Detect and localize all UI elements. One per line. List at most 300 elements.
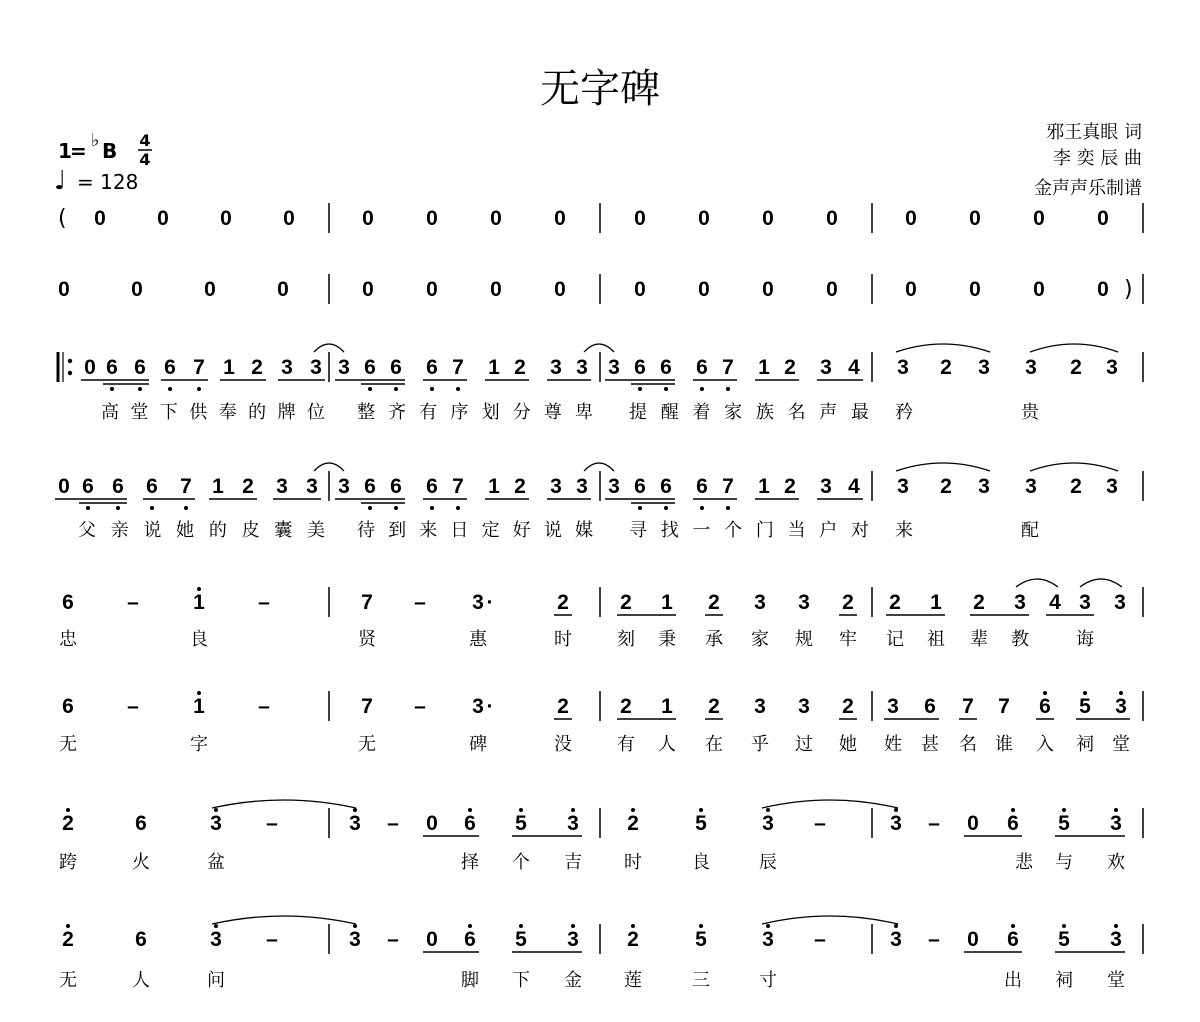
note: 6 xyxy=(696,475,708,498)
note: 6 xyxy=(135,812,147,835)
note: 6 xyxy=(1007,928,1019,951)
lyric-char: 分 xyxy=(512,402,531,423)
note: 6 xyxy=(62,591,74,614)
lyric-char: 祠 xyxy=(1055,970,1073,991)
note: 1 xyxy=(212,475,224,498)
repeat-sign xyxy=(58,352,72,382)
system-8 xyxy=(59,916,1143,991)
note: 2 xyxy=(62,812,74,835)
note: 6 xyxy=(660,475,672,498)
key-note: B xyxy=(102,139,118,163)
slur xyxy=(762,800,898,808)
note: 3 xyxy=(897,356,909,379)
lyric-char: 供 xyxy=(189,402,208,423)
note: 0 xyxy=(1097,278,1109,301)
lyric-char: 囊 xyxy=(274,520,293,541)
note: 3 xyxy=(338,475,350,498)
dash: – xyxy=(127,695,139,718)
composer-credit: 李 奕 辰 曲 xyxy=(1052,148,1142,169)
note: 2 xyxy=(620,591,632,614)
octave-dot xyxy=(214,808,218,812)
lyric-char: 家 xyxy=(751,629,769,650)
note: 2 xyxy=(940,356,952,379)
lyric-char: 字 xyxy=(190,734,208,755)
slur xyxy=(762,916,898,924)
note: 2 xyxy=(784,356,796,379)
note: 3 xyxy=(1025,475,1037,498)
quarter-note-icon: ♩ xyxy=(54,166,67,196)
note: 5 xyxy=(1058,812,1070,835)
lyric-char: 三 xyxy=(692,970,710,991)
note: 3 xyxy=(1106,475,1118,498)
lyric-char: 来 xyxy=(419,520,438,541)
note: 0 xyxy=(1033,207,1045,230)
dash: – xyxy=(814,812,826,835)
system-4 xyxy=(55,463,1143,541)
dash: – xyxy=(266,928,278,951)
lyric-char: 入 xyxy=(1036,734,1054,755)
note: 3 xyxy=(1110,812,1122,835)
lyric-char: 有 xyxy=(419,402,438,423)
note: 6 xyxy=(696,356,708,379)
lyric-char: 到 xyxy=(388,520,407,541)
close-paren: ) xyxy=(1124,277,1133,302)
note: 6 xyxy=(464,928,476,951)
note: 4 xyxy=(848,356,860,379)
note: 3 xyxy=(276,475,288,498)
lyric-char: 父 xyxy=(78,520,96,541)
note: 2 xyxy=(62,928,74,951)
note: 3 xyxy=(567,812,579,835)
note: 7 xyxy=(361,695,373,718)
note: 2 xyxy=(1070,475,1082,498)
note: 3 xyxy=(1025,356,1037,379)
note: 0 xyxy=(362,278,374,301)
lyric-char: 莲 xyxy=(624,970,642,991)
note: 3 xyxy=(550,356,562,379)
note: 3 xyxy=(472,695,484,718)
lyric-char: 当 xyxy=(787,520,806,541)
note: 3 xyxy=(897,475,909,498)
dash: – xyxy=(127,591,139,614)
note: 3 xyxy=(820,356,832,379)
note: 0 xyxy=(969,278,981,301)
slur xyxy=(212,800,356,808)
lyricist-credit: 邪王真眼 词 xyxy=(1046,122,1142,143)
lyric-char: 来 xyxy=(895,520,913,541)
note: 6 xyxy=(1007,812,1019,835)
note: 3 xyxy=(1079,591,1091,614)
octave-dot xyxy=(394,387,398,391)
note: 3 xyxy=(820,475,832,498)
octave-dot xyxy=(184,506,188,510)
lyric-char: 过 xyxy=(795,734,813,755)
lyric-char: 家 xyxy=(724,402,743,423)
note: 6 xyxy=(1039,695,1051,718)
note: 0 xyxy=(426,812,438,835)
note: 3 xyxy=(306,475,318,498)
lyric-char: 承 xyxy=(705,629,723,650)
lyric-char: 提 xyxy=(629,402,647,423)
lyric-char: 谁 xyxy=(995,734,1013,755)
system-6 xyxy=(59,691,1143,755)
octave-dot xyxy=(368,387,372,391)
octave-dot xyxy=(1043,691,1047,695)
lyric-char: 脚 xyxy=(461,970,479,991)
slur xyxy=(1016,579,1058,587)
lyric-char: 祖 xyxy=(927,629,945,650)
lyric-char: 皮 xyxy=(241,520,260,541)
lyric-char: 吉 xyxy=(564,852,582,873)
lyric-char: 规 xyxy=(795,629,813,650)
lyric-char: 寻 xyxy=(629,520,647,541)
lyric-char: 牌 xyxy=(277,402,296,423)
note: 2 xyxy=(842,591,854,614)
note: 0 xyxy=(490,207,502,230)
note: 3 xyxy=(608,475,620,498)
note: 6 xyxy=(146,475,158,498)
note: 0 xyxy=(762,207,774,230)
lyric-char: 乎 xyxy=(751,734,769,755)
lyric-char: 门 xyxy=(755,520,774,541)
octave-dot xyxy=(1062,808,1066,812)
note: 6 xyxy=(106,356,118,379)
note: 2 xyxy=(627,928,639,951)
octave-dot xyxy=(631,808,635,812)
lyric-char: 无 xyxy=(59,734,77,755)
note: 2 xyxy=(708,591,720,614)
octave-dot xyxy=(1114,924,1118,928)
note: 3 xyxy=(1106,356,1118,379)
lyric-char: 找 xyxy=(660,520,679,541)
note: 2 xyxy=(973,591,985,614)
note: 3 xyxy=(608,356,620,379)
note: 0 xyxy=(905,278,917,301)
octave-dot xyxy=(571,808,575,812)
system-5 xyxy=(59,579,1143,650)
note: 2 xyxy=(708,695,720,718)
lyric-char: 碑 xyxy=(469,734,487,755)
lyric-char: 金 xyxy=(564,970,582,991)
lyric-char: 与 xyxy=(1055,852,1073,873)
note: 2 xyxy=(940,475,952,498)
lyric-char: 一 xyxy=(692,520,711,541)
lyric-char: 良 xyxy=(692,852,710,873)
octave-dot xyxy=(394,506,398,510)
lyric-char: 甚 xyxy=(921,734,939,755)
note: 3 xyxy=(1115,695,1127,718)
note: 6 xyxy=(464,812,476,835)
octave-dot xyxy=(197,691,201,695)
note: 0 xyxy=(967,812,979,835)
dash: – xyxy=(387,812,399,835)
lyric-char: 出 xyxy=(1004,970,1022,991)
note: 7 xyxy=(722,475,734,498)
lyric-char: 她 xyxy=(176,520,195,541)
lyric-char: 划 xyxy=(481,402,500,423)
lyric-char: 说 xyxy=(543,520,562,541)
note: 1 xyxy=(661,695,673,718)
note: 0 xyxy=(905,207,917,230)
note: 1 xyxy=(223,356,235,379)
note: 0 xyxy=(969,207,981,230)
octave-dot xyxy=(700,387,704,391)
system-3 xyxy=(58,344,1143,423)
lyric-char: 媒 xyxy=(575,520,593,541)
note: 7 xyxy=(180,475,192,498)
lyric-char: 良 xyxy=(190,629,208,650)
note: 6 xyxy=(924,695,936,718)
lyric-char: 齐 xyxy=(388,402,407,423)
octave-dot xyxy=(631,924,635,928)
note: 3 xyxy=(890,928,902,951)
note: 0 xyxy=(967,928,979,951)
note: 7 xyxy=(452,475,464,498)
lyric-char: 醒 xyxy=(660,402,679,423)
slur xyxy=(896,463,990,471)
lyric-char: 她 xyxy=(839,734,857,755)
octave-dot xyxy=(766,924,770,928)
note: 6 xyxy=(390,356,402,379)
note: 3 xyxy=(762,812,774,835)
note: 3 xyxy=(754,695,766,718)
octave-dot xyxy=(197,587,201,591)
lyric-char: 贵 xyxy=(1021,402,1039,423)
note: 0 xyxy=(426,278,438,301)
score-systems xyxy=(55,203,1143,991)
octave-dot xyxy=(138,387,142,391)
note: 0 xyxy=(157,207,169,230)
lyric-char: 美 xyxy=(307,520,325,541)
octave-dot xyxy=(700,506,704,510)
page-title: 无字碑 xyxy=(540,66,660,112)
lyric-char: 贤 xyxy=(358,629,376,650)
key-flat: ♭ xyxy=(91,130,100,151)
lyric-char: 姓 xyxy=(884,734,902,755)
lyric-char: 火 xyxy=(132,852,150,873)
note: 3 xyxy=(576,356,588,379)
octave-dot xyxy=(519,808,523,812)
lyric-char: 着 xyxy=(692,402,711,423)
note: 6 xyxy=(62,695,74,718)
note: 2 xyxy=(627,812,639,835)
note: 6 xyxy=(390,475,402,498)
note: 0 xyxy=(1097,207,1109,230)
dot: · xyxy=(486,591,494,614)
note: 2 xyxy=(889,591,901,614)
note: 3 xyxy=(762,928,774,951)
system-1 xyxy=(58,203,1143,233)
note: 0 xyxy=(94,207,106,230)
dash: – xyxy=(258,695,270,718)
slur xyxy=(584,344,614,352)
note: 3 xyxy=(890,812,902,835)
note: 3 xyxy=(798,591,810,614)
note: 3 xyxy=(887,695,899,718)
lyric-char: 忠 xyxy=(59,629,77,650)
note: 6 xyxy=(364,356,376,379)
octave-dot xyxy=(1114,808,1118,812)
octave-dot xyxy=(664,506,668,510)
octave-dot xyxy=(168,387,172,391)
dash: – xyxy=(414,695,426,718)
note: 2 xyxy=(251,356,263,379)
note: 1 xyxy=(193,695,205,718)
note: 5 xyxy=(515,928,527,951)
note: 6 xyxy=(135,928,147,951)
lyric-char: 奉 xyxy=(218,402,237,423)
lyric-char: 有 xyxy=(617,734,635,755)
system-7 xyxy=(59,800,1143,873)
lyric-char: 序 xyxy=(450,402,469,423)
note: 1 xyxy=(488,475,500,498)
lyric-char: 欢 xyxy=(1107,852,1125,873)
octave-dot xyxy=(894,808,898,812)
octave-dot xyxy=(150,506,154,510)
lyric-char: 秉 xyxy=(658,629,676,650)
note: 0 xyxy=(58,278,70,301)
note: 0 xyxy=(554,278,566,301)
lyric-char: 寸 xyxy=(759,970,777,991)
note: 3 xyxy=(798,695,810,718)
octave-dot xyxy=(353,924,357,928)
open-paren: ( xyxy=(58,206,67,231)
lyric-char: 族 xyxy=(755,402,774,423)
lyric-char: 户 xyxy=(819,520,838,541)
note: 1 xyxy=(758,475,770,498)
slur xyxy=(1030,463,1118,471)
lyric-char: 配 xyxy=(1021,520,1039,541)
note: 3 xyxy=(310,356,322,379)
note: 0 xyxy=(362,207,374,230)
slur xyxy=(314,344,344,352)
lyric-char: 定 xyxy=(481,520,500,541)
lyric-char: 惠 xyxy=(469,629,487,650)
note: 0 xyxy=(1033,278,1045,301)
octave-dot xyxy=(353,808,357,812)
lyric-char: 没 xyxy=(554,734,572,755)
note: 0 xyxy=(220,207,232,230)
note: 6 xyxy=(134,356,146,379)
note: 1 xyxy=(758,356,770,379)
note: 0 xyxy=(698,207,710,230)
note: 0 xyxy=(634,207,646,230)
note: 1 xyxy=(930,591,942,614)
octave-dot xyxy=(894,924,898,928)
time-sig-bottom: 4 xyxy=(139,150,151,169)
lyric-char: 堂 xyxy=(1107,970,1125,991)
lyric-char: 整 xyxy=(357,402,375,423)
note: 2 xyxy=(514,356,526,379)
note: 7 xyxy=(193,356,205,379)
octave-dot xyxy=(1083,691,1087,695)
octave-dot xyxy=(1011,924,1015,928)
note: 2 xyxy=(557,695,569,718)
octave-dot xyxy=(197,387,201,391)
note: 3 xyxy=(1110,928,1122,951)
lyric-char: 的 xyxy=(208,520,227,541)
lyric-char: 亲 xyxy=(110,520,129,541)
note: 2 xyxy=(242,475,254,498)
note: 6 xyxy=(164,356,176,379)
octave-dot xyxy=(571,924,575,928)
note: 3 xyxy=(210,928,222,951)
octave-dot xyxy=(368,506,372,510)
lyric-char: 牢 xyxy=(839,629,857,650)
lyric-char: 最 xyxy=(851,402,869,423)
note: 0 xyxy=(698,278,710,301)
octave-dot xyxy=(86,506,90,510)
lyric-char: 高 xyxy=(101,402,119,423)
note: 3 xyxy=(978,475,990,498)
maker-credit: 金声声乐制谱 xyxy=(1034,178,1142,199)
note: 6 xyxy=(364,475,376,498)
note: 6 xyxy=(82,475,94,498)
tempo-marking xyxy=(54,166,138,196)
note: 6 xyxy=(426,475,438,498)
note: 2 xyxy=(842,695,854,718)
note: 0 xyxy=(634,278,646,301)
lyric-char: 无 xyxy=(59,970,77,991)
note: 0 xyxy=(426,928,438,951)
octave-dot xyxy=(468,924,472,928)
octave-dot xyxy=(468,808,472,812)
dash: – xyxy=(387,928,399,951)
lyric-char: 待 xyxy=(357,520,375,541)
dash: – xyxy=(258,591,270,614)
lyric-char: 对 xyxy=(851,520,869,541)
octave-dot xyxy=(638,506,642,510)
lyric-char: 的 xyxy=(248,402,267,423)
note: 7 xyxy=(452,356,464,379)
lyric-char: 祠 xyxy=(1076,734,1094,755)
lyric-char: 说 xyxy=(143,520,162,541)
lyric-char: 时 xyxy=(554,629,572,650)
note: 7 xyxy=(722,356,734,379)
lyric-char: 声 xyxy=(819,402,838,423)
dash: – xyxy=(928,812,940,835)
dash: – xyxy=(414,591,426,614)
lyric-char: 人 xyxy=(658,734,676,755)
key-equals: = xyxy=(70,139,87,163)
octave-dot xyxy=(1011,808,1015,812)
note: 3 xyxy=(210,812,222,835)
octave-dot xyxy=(1119,691,1123,695)
note: 2 xyxy=(620,695,632,718)
note: 1 xyxy=(661,591,673,614)
note: 3 xyxy=(550,475,562,498)
lyric-char: 刻 xyxy=(617,629,635,650)
note: 1 xyxy=(193,591,205,614)
note: 0 xyxy=(490,278,502,301)
note: 5 xyxy=(515,812,527,835)
lyric-char: 个 xyxy=(724,520,743,541)
note: 7 xyxy=(998,695,1010,718)
note: 5 xyxy=(1079,695,1091,718)
lyric-char: 辰 xyxy=(759,852,777,873)
octave-dot xyxy=(766,808,770,812)
dash: – xyxy=(814,928,826,951)
octave-dot xyxy=(726,506,730,510)
slur xyxy=(212,916,356,924)
slur xyxy=(1080,579,1122,587)
octave-dot xyxy=(430,387,434,391)
lyric-char: 问 xyxy=(207,970,225,991)
octave-dot xyxy=(430,506,434,510)
octave-dot xyxy=(116,506,120,510)
key-one: 1 xyxy=(58,139,72,163)
octave-dot xyxy=(699,924,703,928)
